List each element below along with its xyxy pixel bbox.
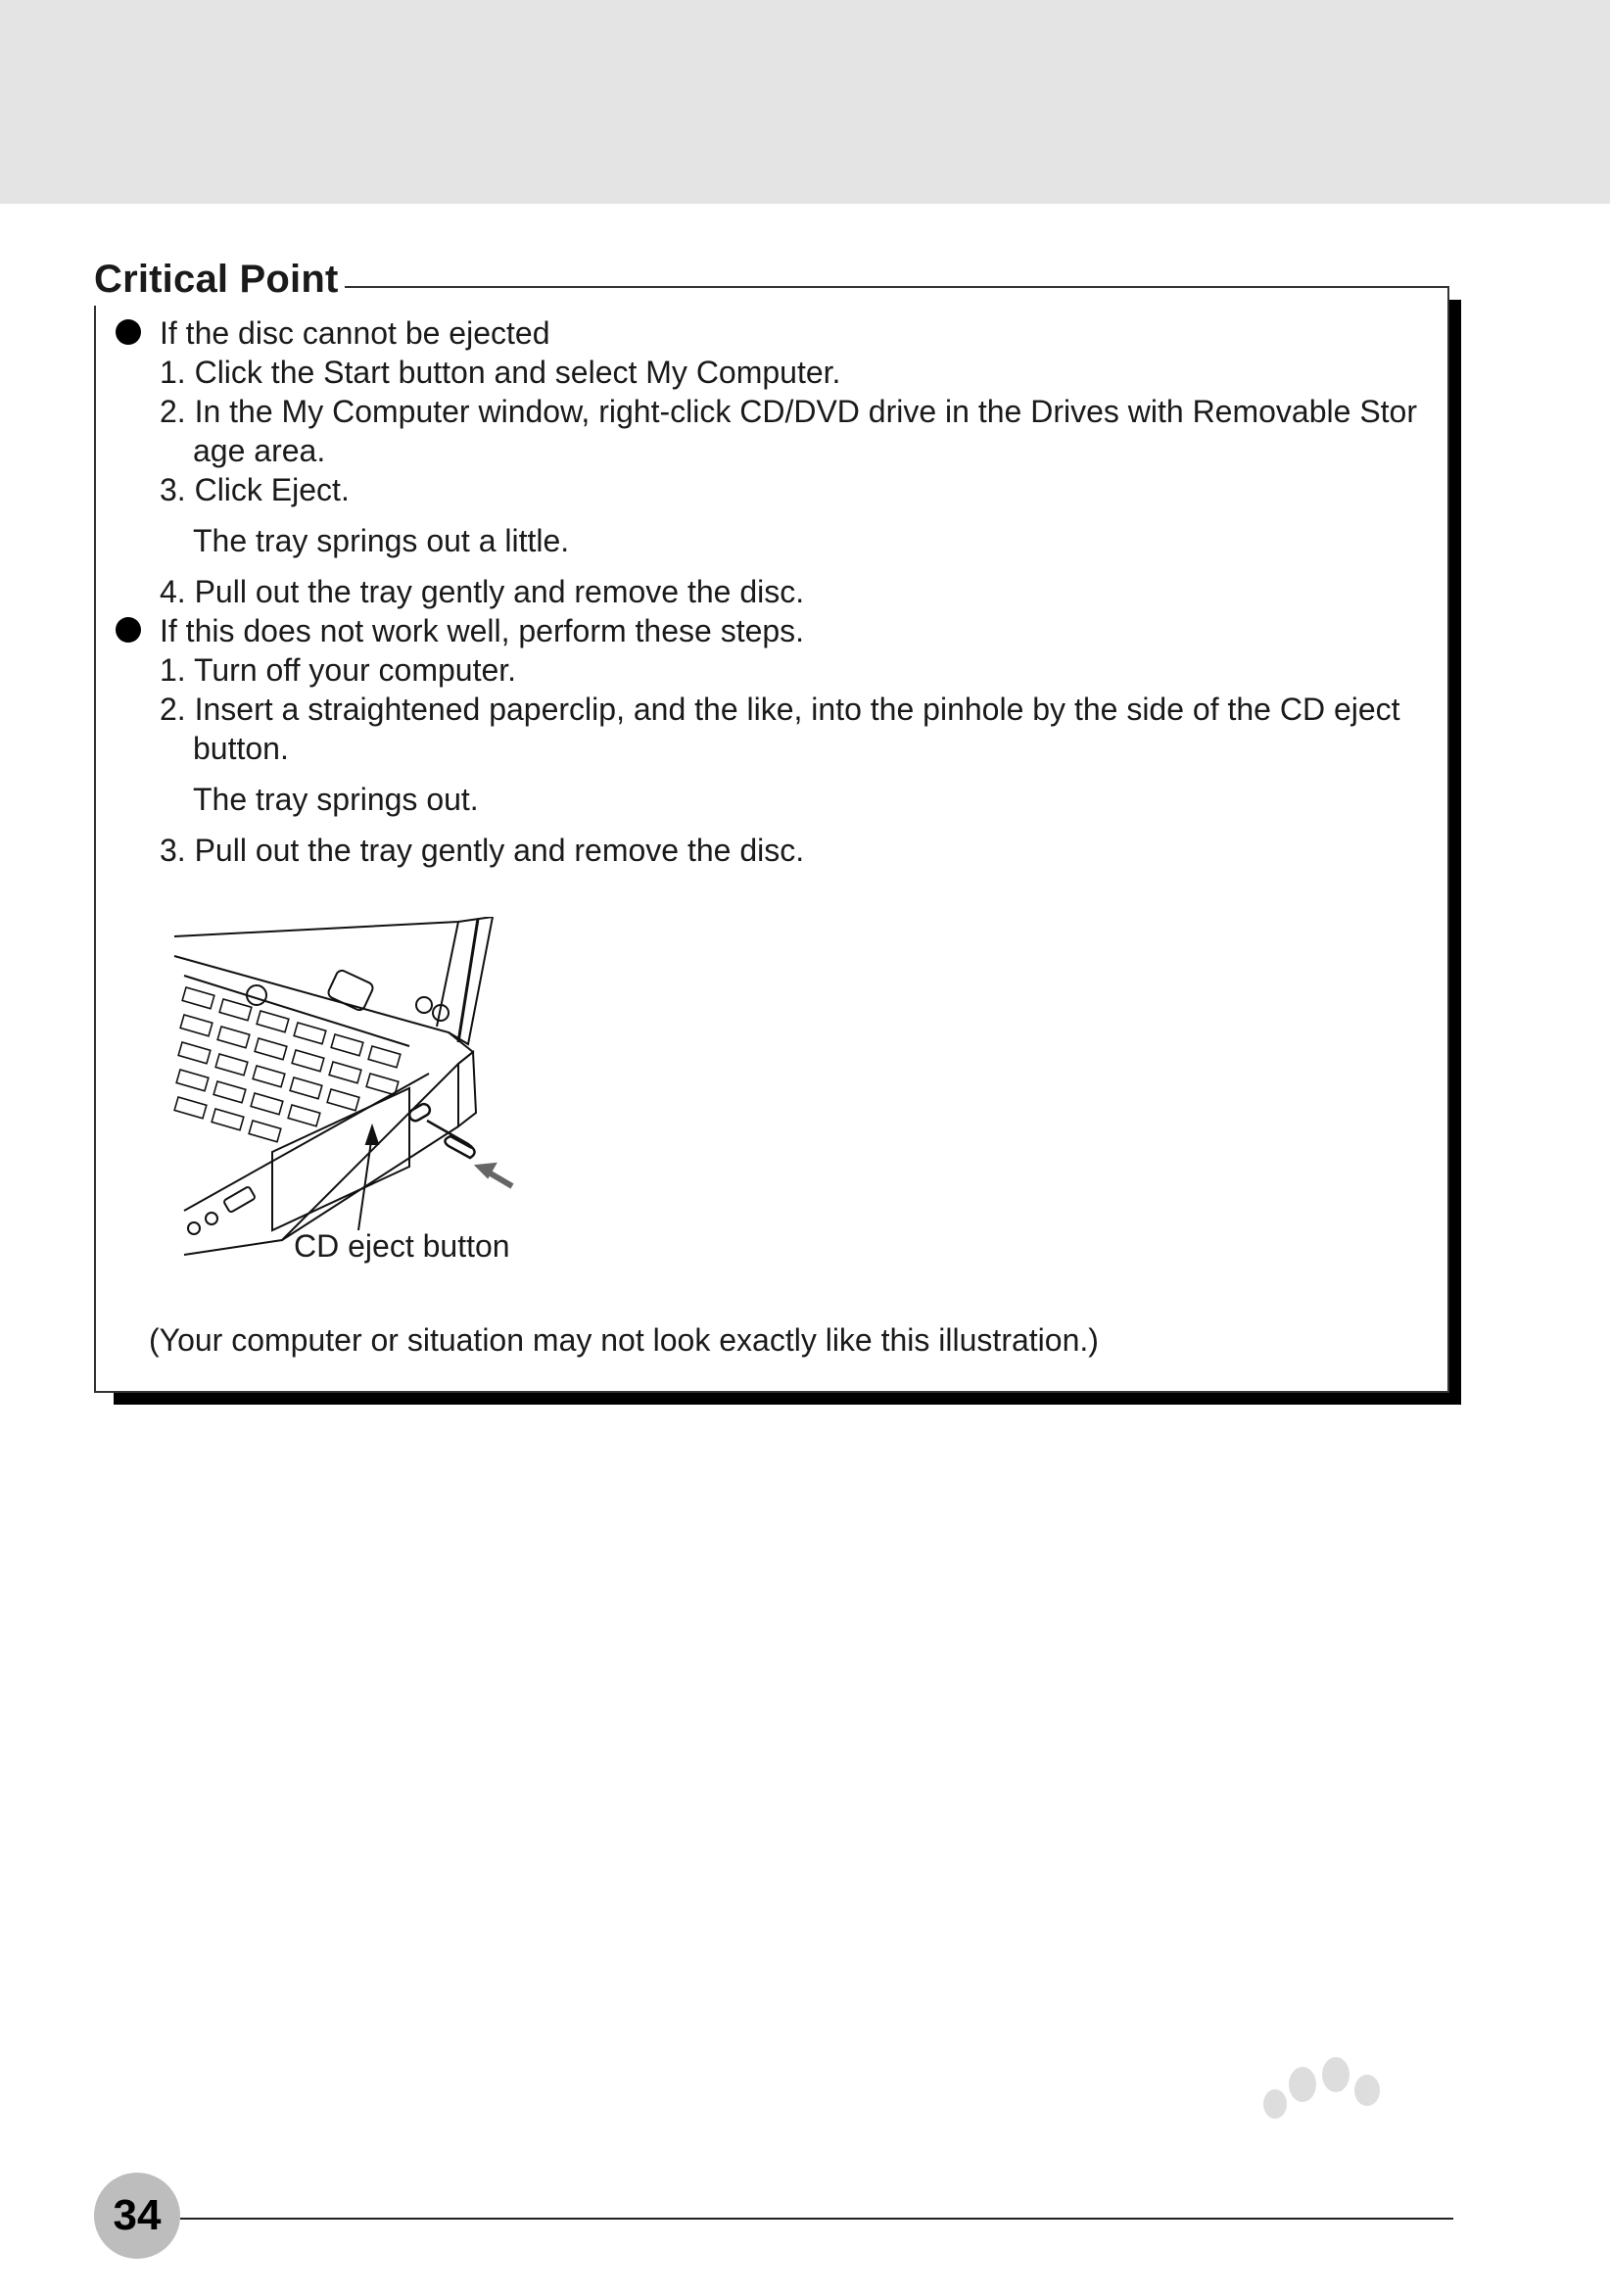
section1-step4: 4. Pull out the tray gently and remove the disc. [160, 574, 805, 609]
bullet-icon [116, 617, 141, 643]
section2-heading: If this does not work well, perform these steps. [160, 613, 805, 648]
section2-step2-line1: 2. Insert a straightened paperclip, and the like, into the pinhole by the side of the CD eject [160, 692, 1400, 727]
section2-step2-note: The tray springs out. [193, 782, 479, 817]
section1-step1: 1. Click the Start button and select My Computer. [160, 355, 841, 390]
section1-step2-line1: 2. In the My Computer window, right-click CD/DVD drive in the Drives with Removable Stor [160, 394, 1417, 429]
baidu-watermark [1136, 2053, 1528, 2229]
section1-step3-note: The tray springs out a little. [193, 523, 570, 558]
page-number: 34 [94, 2173, 180, 2259]
section2-step3: 3. Pull out the tray gently and remove the disc. [160, 833, 805, 868]
section1-step3: 3. Click Eject. [160, 472, 350, 507]
header-band [0, 0, 1610, 204]
section2-step2-line2: button. [193, 731, 289, 766]
section1-heading: If the disc cannot be ejected [160, 315, 550, 351]
section1-step2-line2: age area. [193, 433, 326, 468]
cd-eject-callout: CD eject button [294, 1228, 510, 1264]
bullet-icon [116, 319, 141, 345]
section2-step1: 1. Turn off your computer. [160, 652, 517, 688]
laptop-illustration [165, 917, 537, 1260]
critical-point-title: Critical Point [94, 253, 345, 306]
disclaimer-note: (Your computer or situation may not look exactly like this illustration.) [149, 1322, 1099, 1358]
